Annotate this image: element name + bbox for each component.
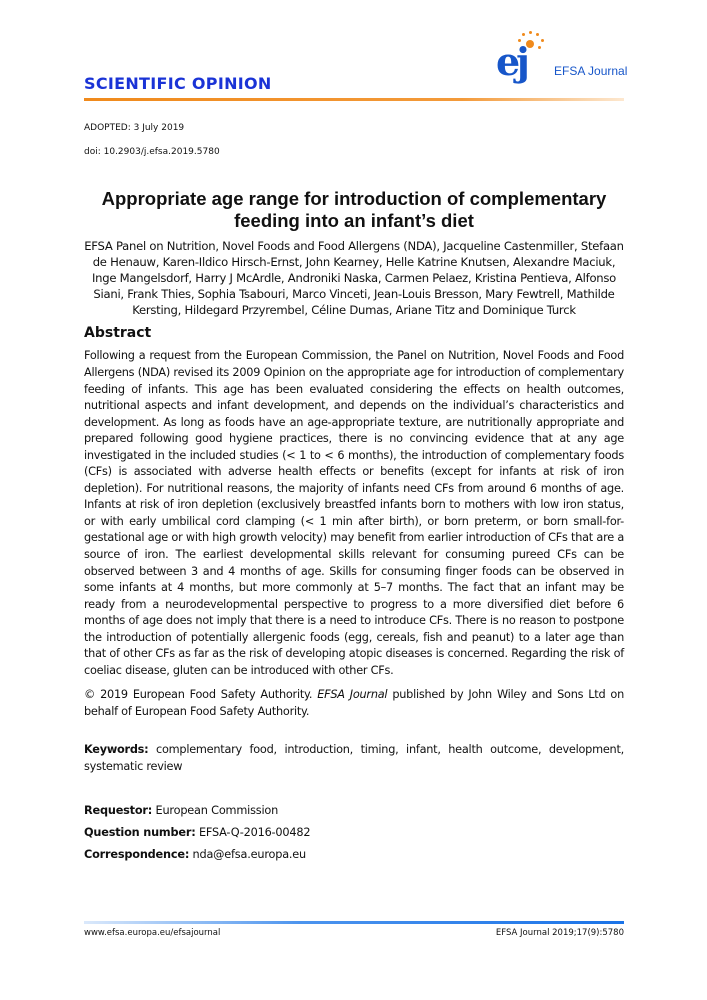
document-body xyxy=(84,122,624,863)
efsa-journal-logo: ej EFSA Journal xyxy=(496,30,630,90)
keywords: Keywords: complementary food, introduction, timing, infant, health outcome, development, systematic review xyxy=(84,743,624,773)
footer-url[interactable]: www.efsa.europa.eu/efsajournal xyxy=(84,928,221,938)
question-number: Question number: EFSA-Q-2016-00482 xyxy=(84,826,311,840)
requestor: Requestor: European Commission xyxy=(84,804,279,818)
correspondence: Correspondence: nda@efsa.europa.eu xyxy=(84,848,307,862)
doi: doi: 10.2903/j.efsa.2019.5780 xyxy=(84,147,220,157)
copyright: © 2019 European Food Safety Authority. EFSA Journal published by John Wiley and Sons Ltd on behalf of European Food Safety Authority. xyxy=(84,688,624,718)
footer-divider xyxy=(84,921,624,924)
header-divider xyxy=(84,98,624,101)
abstract-heading: Abstract xyxy=(84,325,152,342)
footer-citation: EFSA Journal 2019;17(9):5780 xyxy=(495,928,624,938)
adopted-date: ADOPTED: 3 July 2019 xyxy=(84,123,185,133)
section-label: SCIENTIFIC OPINION xyxy=(84,74,272,93)
authors: EFSA Panel on Nutrition, Novel Foods and Food Allergens (NDA), Jacqueline Castenmiller, Stefaan de Henauw, Karen-Ildico Hirsch-Ernst, John Kearney, Helle Katrine Knutsen, Alexandre Maciuk, Inge Mangelsdorf, Harry J McArdle, Androniki Naska, Carmen Pelaez, Kristina Pentieva, Alfonso Siani, Frank Thies, Sophia Tsabouri, Marco Vinceti, Jean-Louis Bresson, Mary Fewtrell, Mathilde Kersting, Hildegard Przyrembel, Céline Dumas, Ariane Titz and Dominique Turck xyxy=(84,239,624,318)
article-title: Appropriate age range for introduction of complementary feeding into an infant’s diet xyxy=(101,188,607,231)
abstract-text: Following a request from the European Commission, the Panel on Nutrition, Novel Foods and Food Allergens (NDA) revised its 2009 Opinion on the appropriate age for introduction of complementary feeding of infants. This age has been evaluated considering the effects on health outcomes, nutritional aspects and infant development, and depends on the individual’s characteristics and development. As long as foods have an age-appropriate texture, are nutritionally appropriate and prepared following good hygiene practices, there is no convincing evidence that at any age investigated in the included studies (< 1 to < 6 months), the introduction of complementary foods (CFs) is associated with adverse health effects or benefits (except for infants at risk of iron depletion). For nutritional reasons, the majority of infants need CFs from around 6 months of age. Infants at risk of iron depletion (exclusively breastfed infants born to mothers with low iron status, or with early umbilical cord clamping (< 1 min after birth), or born preterm, or born small-for-gestational age or with high growth velocity) may benefit from earlier introduction of CFs that are a source of iron. The earliest developmental skills relevant for consuming pureed CFs can be observed between 3 and 4 months of age. Skills for consuming finger foods can be observed in some infants at 4 months, but more commonly at 5–7 months. The fact that an infant may be ready from a neurodevelopmental perspective to progress to a more diversified diet before 6 months of age does not imply that there is a need to introduce CFs. There is no reason to postpone the introduction of potentially allergenic foods (egg, cereals, fish and peanut) to a later age than that of other CFs as far as the risk of developing atopic diseases is concerned. Regarding the risk of coeliac disease, gluten can be introduced with other CFs. xyxy=(84,349,624,677)
